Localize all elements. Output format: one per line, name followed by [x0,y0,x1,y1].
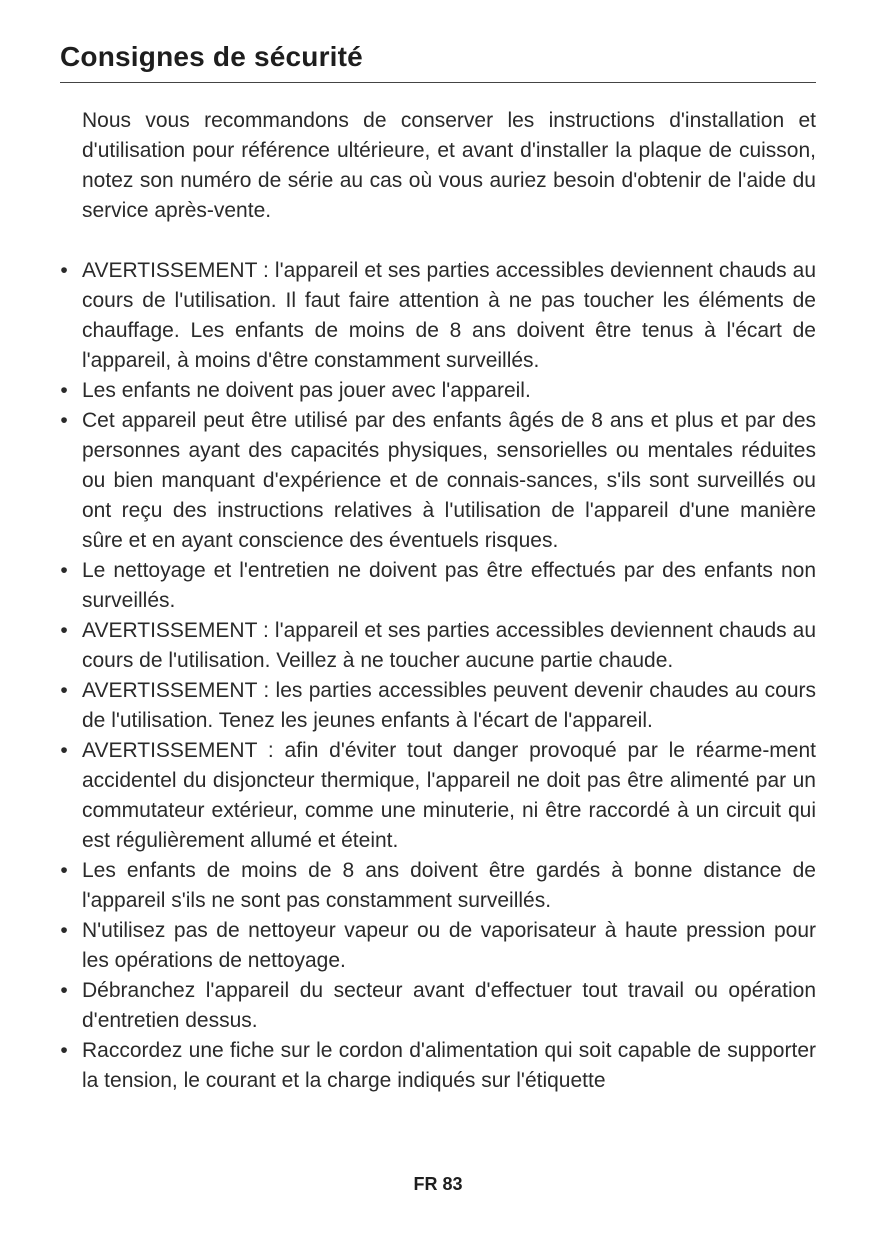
bullet-icon: • [60,919,68,942]
bullet-icon: • [60,1039,68,1062]
bullet-icon: • [60,559,68,582]
list-item-text: Débranchez l'appareil du secteur avant d'effectuer tout travail ou opération d'entretien dessus. [82,979,816,1032]
bullet-icon: • [60,379,68,402]
list-item-text: AVERTISSEMENT : l'appareil et ses parties accessibles deviennent chauds au cours de l'utilisation. Veillez à ne toucher aucune partie chaude. [82,619,816,672]
list-item-text: Cet appareil peut être utilisé par des enfants âgés de 8 ans et plus et par des personnes ayant des capacités physiques, sensorielles ou mentales réduites ou bien manquant d'expérience et de connais-sances, s'ils sont surveillés ou ont reçu des instructions relatives à l'utilisation de l'appareil d'une manière sûre et en ayant conscience des éventuels risques. [82,409,816,552]
list-item-text: Le nettoyage et l'entretien ne doivent pas être effectués par des enfants non surveillés. [82,559,816,612]
bullet-icon: • [60,979,68,1002]
list-item [60,1036,816,1096]
list-item-text: Les enfants de moins de 8 ans doivent être gardés à bonne distance de l'appareil s'ils ne sont pas constamment surveillés. [82,859,816,912]
page-number: FR 83 [413,1174,463,1194]
list-item [60,406,816,556]
list-item [60,376,816,406]
title-divider [60,82,816,83]
list-item [60,256,816,376]
bullet-icon: • [60,739,68,762]
bullet-icon: • [60,619,68,642]
bullet-icon: • [60,409,68,432]
page-title: Consignes de sécurité [60,41,363,72]
list-item [60,856,816,916]
list-item [60,916,816,976]
list-item [60,556,816,616]
list-item-text: AVERTISSEMENT : l'appareil et ses parties accessibles deviennent chauds au cours de l'utilisation. Il faut faire attention à ne pas toucher les éléments de chauffage. Les enfants de moins de 8 ans doivent être tenus à l'écart de l'appareil, à moins d'être constamment surveillés. [82,259,816,372]
intro-paragraph: Nous vous recommandons de conserver les instructions d'installation et d'utilisation pour référence ultérieure, et avant d'installer la plaque de cuisson, notez son numéro de série au cas où vous auriez besoin d'obtenir de l'aide du service après-vente. [82,109,816,222]
bullet-icon: • [60,679,68,702]
list-item [60,616,816,676]
list-item-text: Les enfants ne doivent pas jouer avec l'appareil. [82,379,531,402]
list-item-text: AVERTISSEMENT : les parties accessibles peuvent devenir chaudes au cours de l'utilisation. Tenez les jeunes enfants à l'écart de l'appareil. [82,679,816,732]
safety-list [60,256,816,1096]
bullet-icon: • [60,259,68,282]
list-item-text: N'utilisez pas de nettoyeur vapeur ou de vaporisateur à haute pression pour les opérations de nettoyage. [82,919,816,972]
list-item [60,676,816,736]
list-item [60,976,816,1036]
bullet-icon: • [60,859,68,882]
list-item-text: Raccordez une fiche sur le cordon d'alimentation qui soit capable de supporter la tension, le courant et la charge indiqués sur l'étiquette [82,1039,816,1092]
safety-content [60,106,816,1096]
list-item [60,736,816,856]
list-item-text: AVERTISSEMENT : afin d'éviter tout danger provoqué par le réarme-ment accidentel du disjoncteur thermique, l'appareil ne doit pas être alimenté par un commutateur extérieur, comme une minuterie, ni être raccordé à un circuit qui est régulièrement allumé et éteint. [82,739,816,852]
